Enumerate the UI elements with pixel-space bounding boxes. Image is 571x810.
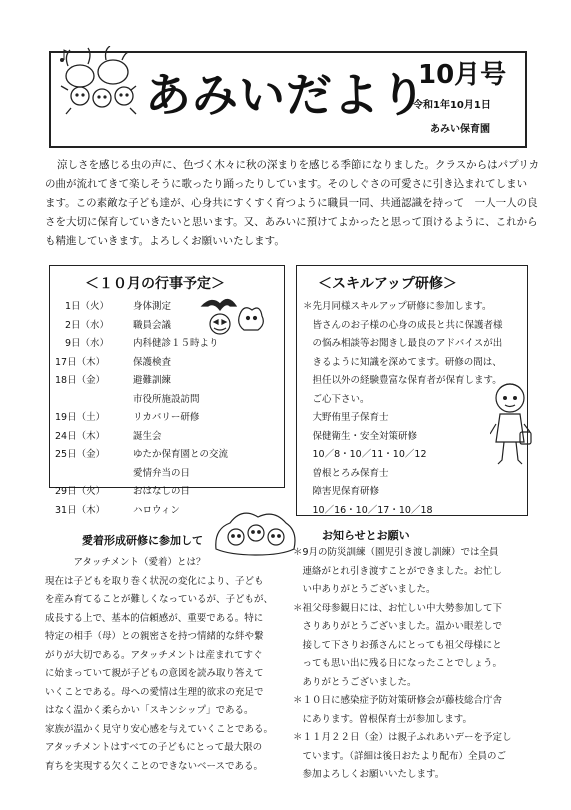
notice-line: さりありがとうございました。温かい眼差しで: [293, 621, 503, 632]
event-name: 保護検査: [133, 356, 172, 368]
skills-line: きるように知識を深めてます。研修の間は、: [303, 356, 502, 368]
attachment-line: アタッチメント（愛着）とは？: [45, 557, 206, 568]
event-row: [55, 446, 281, 465]
attachment-line: いくことである。母への愛情は生理的欲求の充足で: [45, 686, 264, 698]
intro-line: さを大切に保育していきたいと思います。又、あみいに預けてよかったと思って頂けるように、これから: [45, 216, 538, 228]
event-row: [55, 372, 281, 391]
notice-line: 連絡がとれ引き渡すことができました。お忙し: [293, 565, 503, 577]
skills-line: の悩み相談等お聞きし最良のアドバイスが出: [303, 338, 503, 349]
event-name: リカバリー研修: [133, 412, 200, 423]
event-row: [55, 409, 281, 428]
newsletter-title: あみいだより: [145, 68, 427, 122]
school-name: あみい保育園: [430, 124, 490, 135]
notice-line: ＊9月の防災訓練（園児引き渡し訓練）では全員: [293, 547, 499, 558]
event-name: ゆたか保育園との交流: [133, 449, 229, 460]
attachment-line: アタッチメントはすべての子どもにとって最大限の: [45, 742, 263, 753]
issue-date: 令和1年10月1日: [413, 100, 491, 111]
intro-line: の曲が流れてきて楽しそうに歌ったり踊ったりしています。そのしぐさの可愛さに引き込まれてしまい: [45, 178, 528, 190]
event-name: 職員会議: [133, 319, 172, 331]
notice-line: ＊祖父母参観日には、お忙しい中大勢参加して下: [293, 602, 503, 614]
event-date: 31日（木）: [55, 504, 106, 516]
attachment-line: 育ちを実現する欠くことのできないベースである。: [45, 760, 264, 772]
attachment-line: 現在は子どもを取り巻く状況の変化により、子ども: [45, 575, 264, 587]
event-name: 内科健診１５時より: [133, 338, 219, 349]
event-row: [55, 354, 281, 373]
event-date: 19日（土）: [55, 412, 106, 423]
children-group-illustration: [212, 505, 298, 559]
attachment-line: に始まっていて親が子どもの意図を読み取り答えて: [45, 668, 264, 679]
skills-line: 大野侑里子保育士: [303, 412, 389, 423]
issue-number: 10月号: [418, 60, 507, 90]
event-row: [55, 483, 281, 502]
skills-line: 保健衛生・安全対策研修: [303, 430, 418, 442]
event-name: 身体測定: [133, 301, 172, 312]
event-date: 9日（水）: [65, 338, 110, 349]
event-date: 25日（金）: [55, 449, 106, 460]
event-date: 24日（木）: [55, 430, 106, 442]
event-date: 1日（火）: [65, 301, 110, 312]
notice-line: ています。（詳細は後日おたより配布）全員のご: [293, 750, 506, 762]
event-date: 17日（木）: [55, 356, 106, 368]
event-row: [55, 465, 281, 484]
attachment-line: 家族が温かく見守り安心感を与えていくことである。: [45, 723, 274, 735]
notice-line: っても思い出に残る日になったことでしょう。: [293, 658, 503, 669]
intro-paragraph: [45, 156, 540, 251]
skills-line: ＊先月同様スキルアップ研修に参加します。: [303, 301, 492, 312]
event-name: 愛情弁当の日: [133, 467, 191, 479]
notice-line: にあります。曽根保育士が参加します。: [293, 713, 472, 725]
event-name: 市役所施設訪問: [133, 393, 200, 405]
skills-line: 10／16・10／17・10／18: [303, 504, 433, 516]
attachment-text: [45, 554, 290, 776]
intro-line: ます。この素敵な子ども達が、心身共にすくすく育つように職員一同、共通認識を持って 一人一人の良: [45, 197, 538, 209]
attachment-line: はなく温かく柔らかい「スキンシップ」である。: [45, 705, 254, 716]
event-row: [55, 391, 281, 410]
intro-line: も精進していきます。よろしくお願いいたします。: [45, 235, 285, 247]
notice-line: い中ありがとうございました。: [293, 584, 436, 595]
attachment-line: がりが大切である。アタッチメントは産まれてすぐ: [45, 649, 263, 661]
events-title: ＜１０月の行事予定＞: [85, 276, 225, 292]
skills-line: 10／8・10／11・10／12: [303, 449, 427, 460]
skills-line: 障害児保育研修: [303, 486, 380, 497]
notice-line: 接して下さりお孫さんにとっても祖父母様にと: [293, 639, 502, 651]
notice-line: 参加よろしくお願いいたします。: [293, 769, 445, 780]
event-date: 2日（水）: [65, 319, 110, 331]
event-name: ハロウィン: [133, 504, 180, 516]
skills-line: 皆さんのお子様の心身の成長と共に保護者様: [303, 319, 503, 331]
event-name: おはなしの日: [133, 486, 191, 497]
notice-title: お知らせとお願い: [322, 529, 410, 542]
attachment-title: 愛着形成研修に参加して: [82, 534, 203, 547]
bug-characters-illustration: [58, 46, 142, 116]
notice-line: ＊１１月２２日（金）は親子ふれあいデーを予定し: [293, 732, 512, 743]
skills-title: ＜スキルアップ研修＞: [318, 276, 457, 292]
event-name: 誕生会: [133, 430, 162, 442]
skills-line: 曽根とろみ保育士: [303, 467, 389, 479]
event-name: 避難訓練: [133, 375, 172, 386]
notice-text: [293, 544, 533, 785]
child-with-bag-illustration: [490, 380, 532, 466]
halloween-illustration: [200, 290, 270, 338]
attachment-line: 成長する上で、基本的信頼感が、重要である。特に: [45, 612, 264, 624]
skills-line: 担任以外の経験豊富な保育者が保育します。: [303, 375, 502, 386]
event-date: 29日（火）: [55, 486, 106, 497]
event-date: 18日（金）: [55, 375, 106, 386]
intro-line: 涼しさを感じる虫の声に、色づく木々に秋の深まりを感じる季節になりました。クラスからはパプリカ: [57, 159, 540, 171]
attachment-line: を産み育てることが難しくなっているが、子どもが、: [45, 594, 274, 605]
notice-line: ＊１０日に感染症予防対策研修会が藤枝総合庁舎: [293, 695, 503, 706]
event-row: [55, 428, 281, 447]
attachment-line: 特定の相手（母）との親密さを持つ情緒的な絆や繋: [45, 631, 264, 642]
notice-line: ありがとうございました。: [293, 676, 417, 688]
skills-line: ご心下さい。: [303, 393, 370, 405]
